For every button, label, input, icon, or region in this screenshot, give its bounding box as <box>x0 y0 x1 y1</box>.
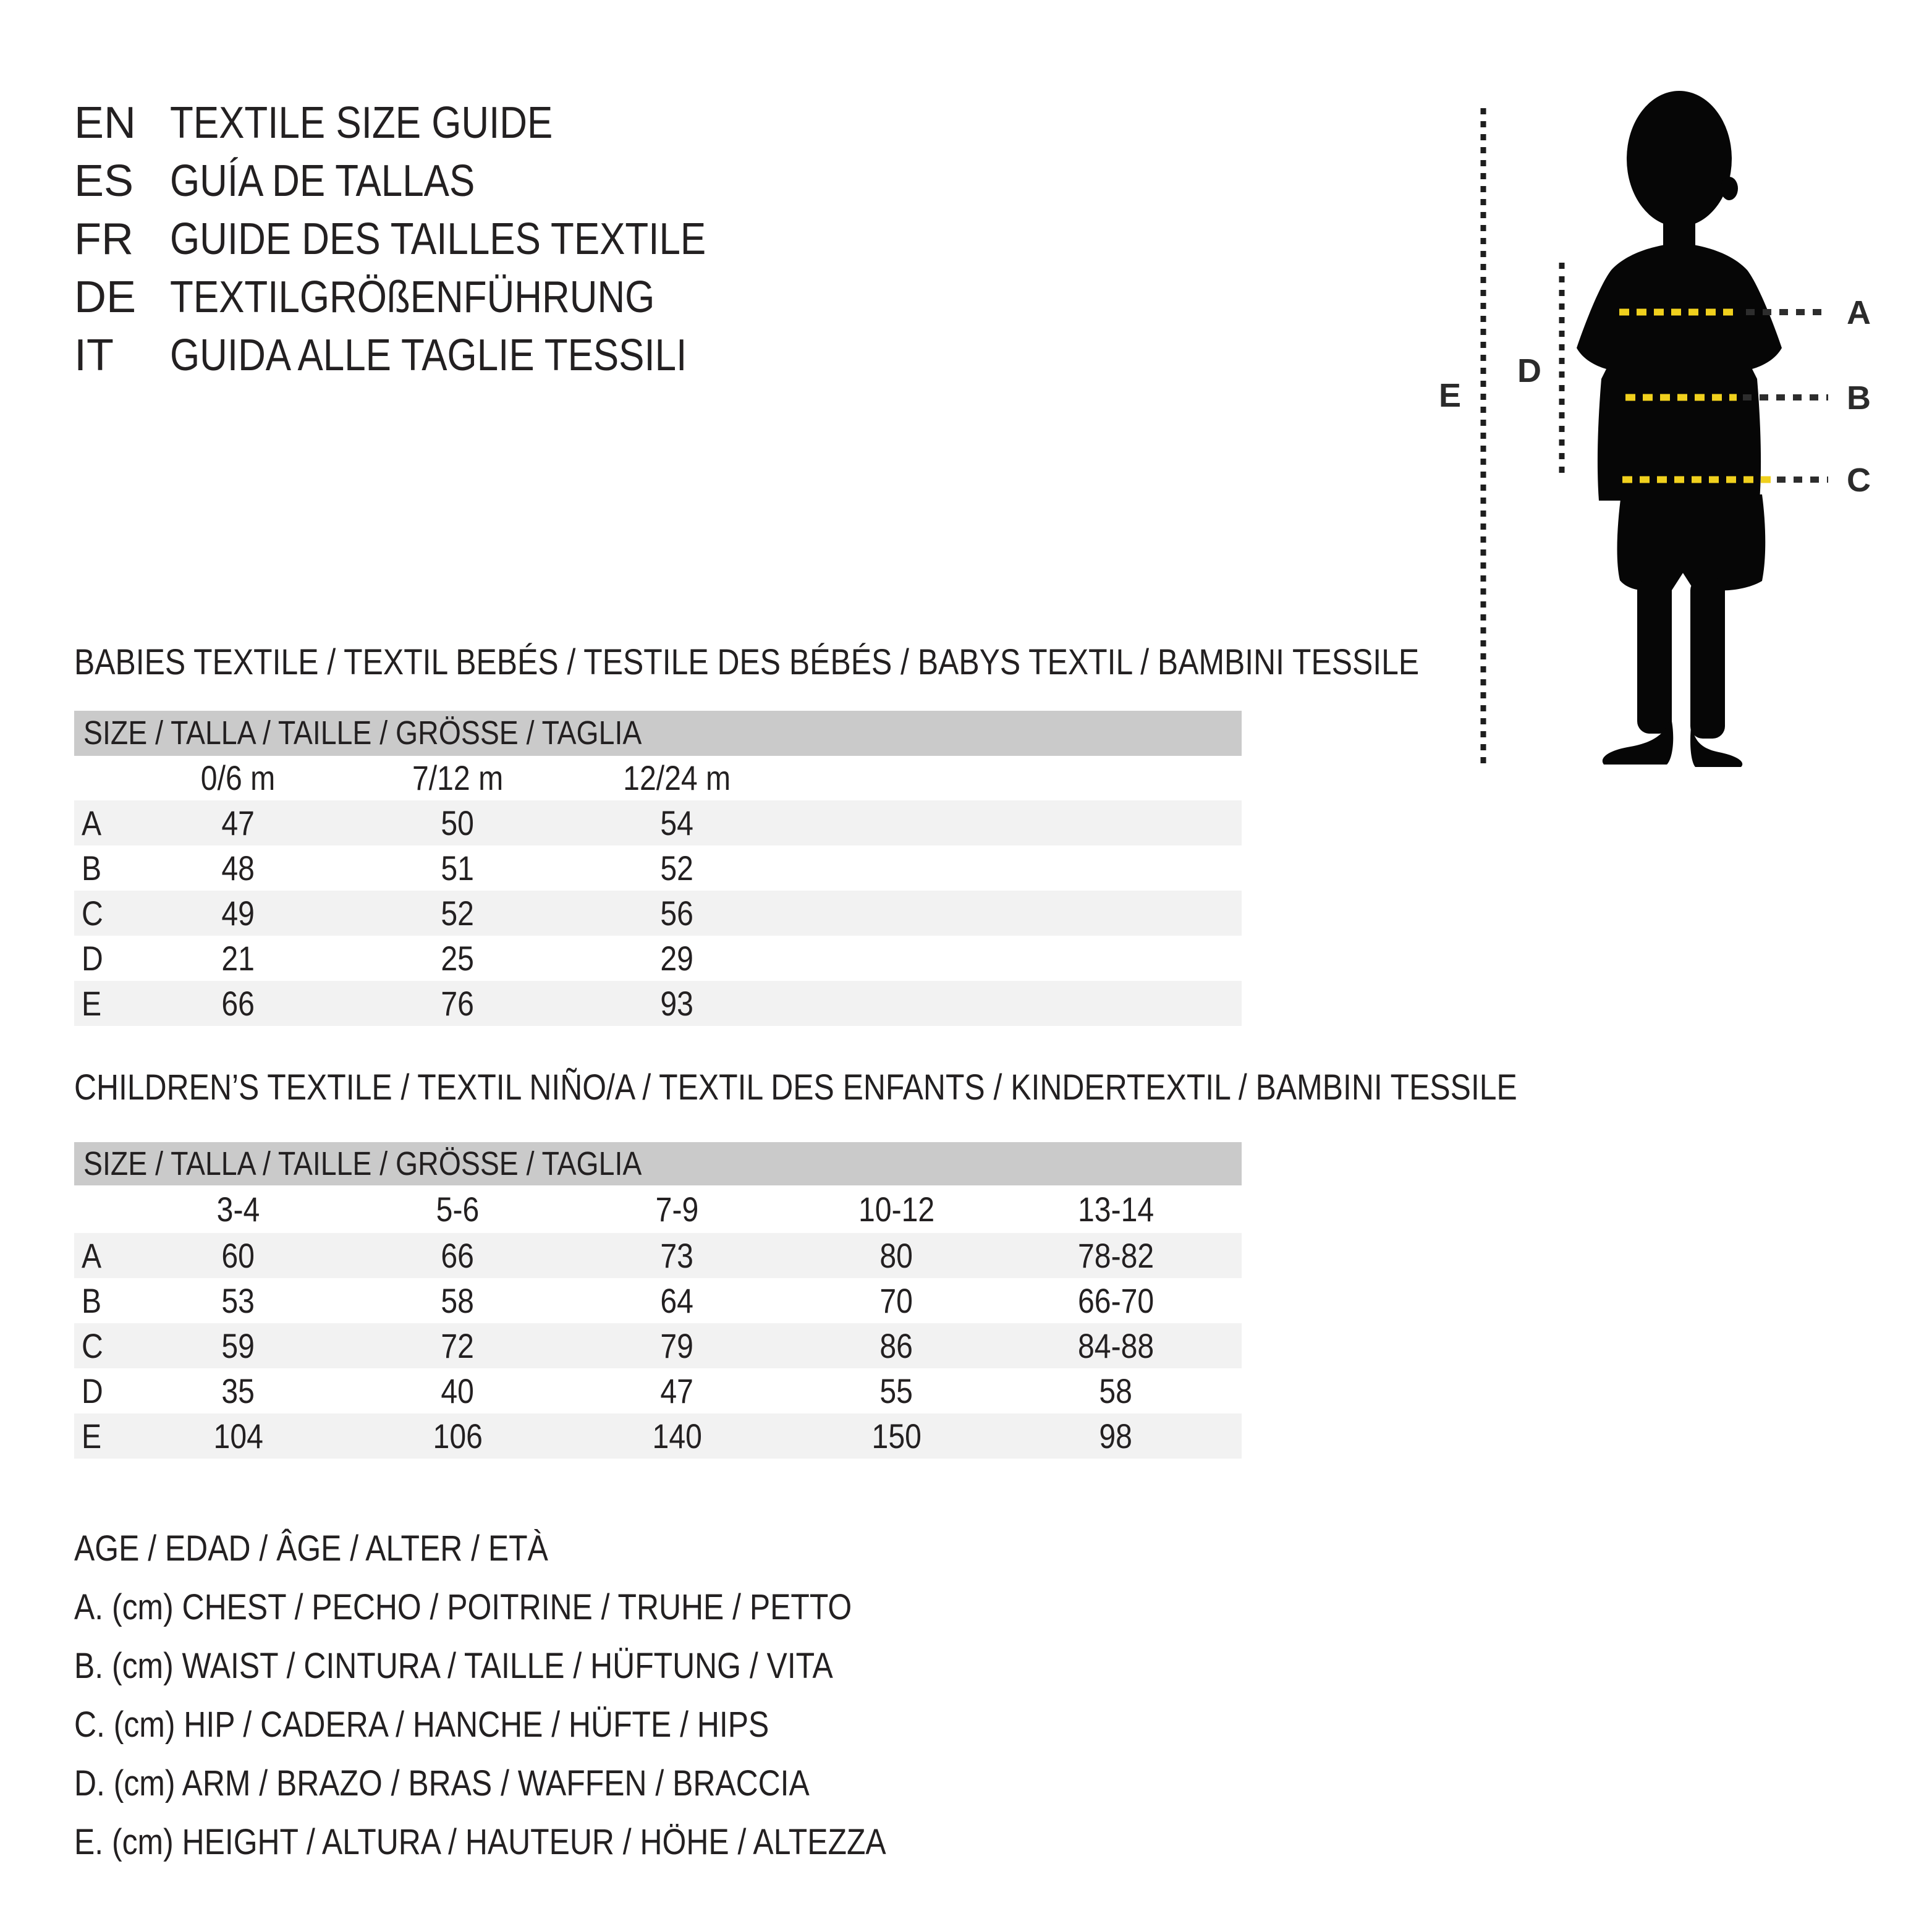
size-cell: 98 <box>1099 1417 1133 1455</box>
size-cell: 104 <box>213 1417 263 1455</box>
silhouette-shorts <box>1617 494 1766 590</box>
legend-height-line: E. (cm) HEIGHT / ALTURA / HAUTEUR / HÖHE / ALTEZZA <box>74 1822 886 1862</box>
lang-row-fr <box>74 210 793 268</box>
size-cell: 84-88 <box>1077 1326 1155 1365</box>
column-header: 7-9 <box>655 1190 699 1229</box>
page-title-es: GUÍA DE TALLAS <box>170 156 475 206</box>
size-cell: 53 <box>221 1281 255 1320</box>
lang-row-de <box>74 268 793 326</box>
size-cell: 78-82 <box>1077 1236 1155 1275</box>
size-cell: 66 <box>441 1236 475 1275</box>
size-cell: 66-70 <box>1077 1281 1155 1320</box>
measure-label-d: D <box>1517 352 1541 389</box>
table-row-e <box>74 981 1242 1026</box>
page-title-de: TEXTILGRÖßENFÜHRUNG <box>170 273 655 322</box>
babies-size-header-bar: SIZE / TALLA / TAILLE / GRÖSSE / TAGLIA <box>74 711 1242 756</box>
table-row-c <box>74 1323 1242 1368</box>
lang-row-it <box>74 326 793 384</box>
size-cell: 106 <box>433 1417 483 1455</box>
table-row-e <box>74 1413 1242 1459</box>
size-cell: 56 <box>660 894 694 933</box>
size-cell: 51 <box>441 849 475 888</box>
row-label: E <box>82 984 102 1023</box>
row-label: A <box>82 1236 102 1275</box>
row-label: B <box>82 849 102 888</box>
table-row-c <box>74 891 1242 936</box>
measure-label-e: E <box>1439 377 1462 414</box>
size-cell: 66 <box>221 984 255 1023</box>
child-silhouette-diagram <box>1415 87 1885 797</box>
page-title: TEXTILE SIZE GUIDE <box>170 98 553 148</box>
column-header: 0/6 m <box>201 758 276 797</box>
size-cell: 86 <box>879 1326 913 1365</box>
measure-label-c: C <box>1847 462 1871 499</box>
column-header: 12/24 m <box>623 758 731 797</box>
size-cell: 60 <box>221 1236 255 1275</box>
size-cell: 40 <box>441 1371 475 1410</box>
size-cell: 21 <box>221 939 255 978</box>
size-cell: 48 <box>221 849 255 888</box>
size-cell: 50 <box>441 803 475 842</box>
language-title-block <box>74 94 793 384</box>
size-cell: 52 <box>441 894 475 933</box>
children-size-table <box>74 1142 1242 1459</box>
size-cell: 93 <box>660 984 694 1023</box>
lang-code: EN <box>74 98 137 148</box>
lang-code: ES <box>74 156 134 206</box>
table-row-a <box>74 800 1242 845</box>
size-cell: 25 <box>441 939 475 978</box>
row-label: A <box>82 803 102 842</box>
legend-chest-line: A. (cm) CHEST / PECHO / POITRINE / TRUHE / PETTO <box>74 1587 852 1627</box>
size-cell: 59 <box>221 1326 255 1365</box>
babies-section-title: BABIES TEXTILE / TEXTIL BEBÉS / TESTILE DES BÉBÉS / BABYS TEXTIL / BAMBINI TESSILE <box>74 642 1420 682</box>
children-column-header-row <box>74 1185 1242 1233</box>
babies-size-table <box>74 711 1242 1026</box>
column-header: 3-4 <box>216 1190 260 1229</box>
row-label: C <box>82 1326 103 1365</box>
size-cell: 55 <box>879 1371 913 1410</box>
column-header: 10-12 <box>858 1190 935 1229</box>
lang-row-es <box>74 152 793 210</box>
size-cell: 47 <box>660 1371 694 1410</box>
table-row-a <box>74 1233 1242 1278</box>
row-label: D <box>82 1371 103 1410</box>
size-cell: 80 <box>879 1236 913 1275</box>
babies-column-header-row <box>74 756 1242 800</box>
size-cell: 140 <box>652 1417 702 1455</box>
children-section-title: CHILDREN’S TEXTILE / TEXTIL NIÑO/A / TEXTIL DES ENFANTS / KINDERTEXTIL / BAMBINI TESSILE <box>74 1067 1517 1108</box>
row-label: B <box>82 1281 102 1320</box>
row-label: C <box>82 894 103 933</box>
table-row-d <box>74 936 1242 981</box>
size-cell: 47 <box>221 803 255 842</box>
lang-code: IT <box>74 331 114 380</box>
size-cell: 150 <box>871 1417 922 1455</box>
table-row-b <box>74 845 1242 891</box>
page-title-it: GUIDA ALLE TAGLIE TESSILI <box>170 331 687 380</box>
size-cell: 73 <box>660 1236 694 1275</box>
size-cell: 29 <box>660 939 694 978</box>
column-header: 7/12 m <box>412 758 504 797</box>
size-cell: 70 <box>879 1281 913 1320</box>
size-cell: 76 <box>441 984 475 1023</box>
lang-code: FR <box>74 214 133 264</box>
column-header: 13-14 <box>1077 1190 1155 1229</box>
page-title-fr: GUIDE DES TAILLES TEXTILE <box>170 214 706 264</box>
row-label: D <box>82 939 103 978</box>
size-cell: 64 <box>660 1281 694 1320</box>
size-cell: 52 <box>660 849 694 888</box>
table-row-d <box>74 1368 1242 1413</box>
row-label: E <box>82 1417 102 1455</box>
silhouette-shirt <box>1577 243 1782 501</box>
size-cell: 49 <box>221 894 255 933</box>
legend-age-line: AGE / EDAD / ÂGE / ALTER / ETÀ <box>74 1528 548 1569</box>
legend-hip-line: C. (cm) HIP / CADERA / HANCHE / HÜFTE / HIPS <box>74 1705 769 1745</box>
measure-label-a: A <box>1847 294 1871 331</box>
measurement-legend <box>74 1519 1019 1871</box>
measure-label-b: B <box>1847 379 1871 417</box>
legend-waist-line: B. (cm) WAIST / CINTURA / TAILLE / HÜFTUNG / VITA <box>74 1646 833 1686</box>
children-size-header-bar: SIZE / TALLA / TAILLE / GRÖSSE / TAGLIA <box>74 1142 1242 1185</box>
size-cell: 54 <box>660 803 694 842</box>
size-cell: 35 <box>221 1371 255 1410</box>
table-row-b <box>74 1278 1242 1323</box>
legend-arm-line: D. (cm) ARM / BRAZO / BRAS / WAFFEN / BRACCIA <box>74 1763 810 1803</box>
lang-code: DE <box>74 273 137 322</box>
measurement-figure <box>1415 87 1885 797</box>
lang-row-en <box>74 94 793 152</box>
size-cell: 79 <box>660 1326 694 1365</box>
size-cell: 58 <box>1099 1371 1133 1410</box>
size-cell: 72 <box>441 1326 475 1365</box>
size-cell: 58 <box>441 1281 475 1320</box>
column-header: 5-6 <box>436 1190 480 1229</box>
